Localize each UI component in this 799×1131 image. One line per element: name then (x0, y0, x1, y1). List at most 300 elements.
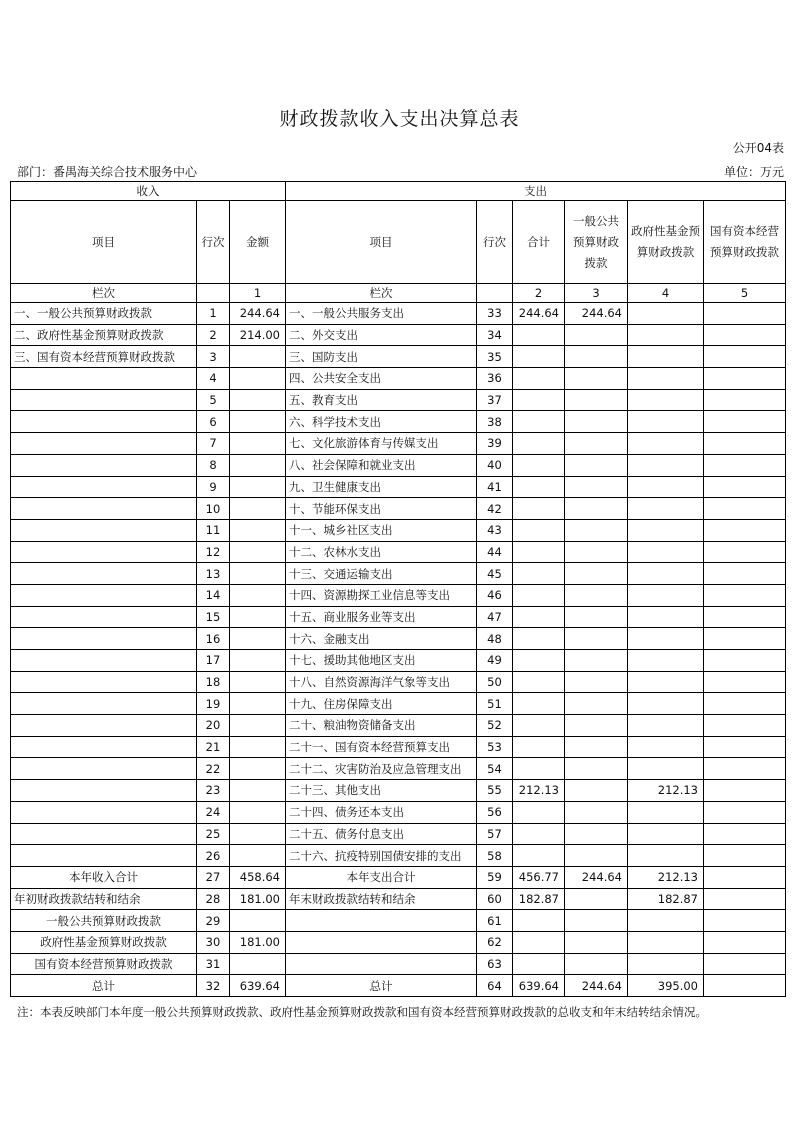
table-row (11, 650, 786, 672)
table-row (11, 476, 786, 498)
expense-item-cell (286, 953, 477, 975)
income-line-cell: 11 (197, 519, 230, 541)
total-cell (513, 736, 565, 758)
state-capital-cell (704, 866, 786, 888)
expense-line-cell: 36 (477, 368, 513, 390)
expense-line-cell: 55 (477, 780, 513, 802)
income-line-header: 行次 (197, 201, 230, 284)
general-budget-cell (565, 346, 628, 368)
income-item-cell (11, 801, 197, 823)
general-budget-cell (565, 628, 628, 650)
general-budget-cell (565, 715, 628, 737)
state-capital-cell (704, 411, 786, 433)
page-title: 财政拨款收入支出决算总表 (279, 108, 520, 130)
expense-line-cell: 52 (477, 715, 513, 737)
state-capital-cell (704, 584, 786, 606)
state-capital-cell (704, 801, 786, 823)
state-capital-cell (704, 758, 786, 780)
income-line-cell: 27 (197, 866, 230, 888)
income-amount-cell (230, 801, 286, 823)
total-cell (513, 519, 565, 541)
income-line-cell: 28 (197, 888, 230, 910)
income-line-cell: 31 (197, 953, 230, 975)
income-amount-cell: 181.00 (230, 931, 286, 953)
income-line-cell: 30 (197, 931, 230, 953)
gov-fund-cell (628, 519, 704, 541)
income-item-cell (11, 823, 197, 845)
table-row (11, 368, 786, 390)
table-row (11, 823, 786, 845)
income-amount-cell (230, 563, 286, 585)
general-budget-cell (565, 476, 628, 498)
income-amount-cell (230, 606, 286, 628)
general-budget-header: 一般公共预算财政拨款 (565, 201, 628, 284)
income-item-cell (11, 584, 197, 606)
gov-fund-cell (628, 628, 704, 650)
income-line-cell: 12 (197, 541, 230, 563)
gov-fund-cell (628, 346, 704, 368)
total-cell (513, 584, 565, 606)
table-row (11, 888, 786, 910)
total-cell (513, 671, 565, 693)
gov-fund-cell (628, 758, 704, 780)
table-row (11, 541, 786, 563)
general-budget-cell (565, 845, 628, 867)
state-capital-cell (704, 975, 786, 997)
state-capital-cell (704, 606, 786, 628)
total-cell (513, 715, 565, 737)
general-budget-cell: 244.64 (565, 866, 628, 888)
income-amount-header: 金额 (230, 201, 286, 284)
income-line-cell: 10 (197, 498, 230, 520)
general-budget-cell (565, 389, 628, 411)
expense-line-cell: 41 (477, 476, 513, 498)
total-cell (513, 498, 565, 520)
column-number-2: 2 (513, 284, 565, 303)
expense-line-cell: 57 (477, 823, 513, 845)
income-item-cell: 三、国有资本经营预算财政拨款 (11, 346, 197, 368)
expense-item-cell: 二十二、灾害防治及应急管理支出 (286, 758, 477, 780)
general-budget-cell (565, 606, 628, 628)
gov-fund-cell: 212.13 (628, 780, 704, 802)
expense-line-cell: 48 (477, 628, 513, 650)
income-line-cell: 32 (197, 975, 230, 997)
total-cell (513, 389, 565, 411)
gov-fund-cell: 182.87 (628, 888, 704, 910)
expense-item-cell: 二十六、抗疫特别国债安排的支出 (286, 845, 477, 867)
expense-item-cell: 六、科学技术支出 (286, 411, 477, 433)
table-row (11, 671, 786, 693)
state-capital-cell (704, 454, 786, 476)
expense-line-cell: 61 (477, 910, 513, 932)
income-line-cell: 9 (197, 476, 230, 498)
income-amount-cell (230, 910, 286, 932)
gov-fund-cell (628, 671, 704, 693)
income-amount-cell: 458.64 (230, 866, 286, 888)
state-capital-cell (704, 368, 786, 390)
column-number-1: 1 (230, 284, 286, 303)
general-budget-cell (565, 411, 628, 433)
expense-item-cell: 十九、住房保障支出 (286, 693, 477, 715)
general-budget-cell (565, 541, 628, 563)
income-line-cell: 18 (197, 671, 230, 693)
income-line-cell: 16 (197, 628, 230, 650)
income-item-cell: 二、政府性基金预算财政拨款 (11, 324, 197, 346)
table-row (11, 563, 786, 585)
table-row (11, 866, 786, 888)
general-budget-cell (565, 910, 628, 932)
total-cell (513, 845, 565, 867)
expense-item-cell: 十七、援助其他地区支出 (286, 650, 477, 672)
expense-line-cell: 38 (477, 411, 513, 433)
total-cell (513, 758, 565, 780)
expense-item-cell: 十六、金融支出 (286, 628, 477, 650)
table-row (11, 584, 786, 606)
expense-line-cell: 49 (477, 650, 513, 672)
expense-line-cell: 62 (477, 931, 513, 953)
table-row (11, 715, 786, 737)
income-line-cell: 7 (197, 433, 230, 455)
expense-line-cell: 51 (477, 693, 513, 715)
table-row (11, 324, 786, 346)
state-capital-cell (704, 650, 786, 672)
income-amount-cell (230, 541, 286, 563)
expense-line-cell: 37 (477, 389, 513, 411)
table-row (11, 411, 786, 433)
income-amount-cell (230, 953, 286, 975)
income-line-cell: 21 (197, 736, 230, 758)
income-line-cell: 3 (197, 346, 230, 368)
table-row (11, 736, 786, 758)
income-amount-cell (230, 823, 286, 845)
table-row (11, 953, 786, 975)
state-capital-cell (704, 541, 786, 563)
appropriation-table (10, 181, 786, 997)
income-amount-cell: 214.00 (230, 324, 286, 346)
total-cell (513, 823, 565, 845)
general-budget-cell (565, 671, 628, 693)
total-cell (513, 454, 565, 476)
gov-fund-cell (628, 953, 704, 975)
income-line-cell: 15 (197, 606, 230, 628)
income-item-cell (11, 650, 197, 672)
column-label-left: 栏次 (11, 284, 197, 303)
table-row (11, 801, 786, 823)
state-capital-cell (704, 823, 786, 845)
department-label: 部门：番禺海关综合技术服务中心 (17, 165, 198, 179)
income-amount-cell (230, 411, 286, 433)
income-amount-cell (230, 346, 286, 368)
state-capital-cell (704, 303, 786, 325)
expense-item-cell: 二十三、其他支出 (286, 780, 477, 802)
total-cell (513, 628, 565, 650)
expense-line-cell: 40 (477, 454, 513, 476)
expense-item-cell: 三、国防支出 (286, 346, 477, 368)
state-capital-cell (704, 736, 786, 758)
gov-fund-cell (628, 715, 704, 737)
expense-line-cell: 35 (477, 346, 513, 368)
total-cell (513, 953, 565, 975)
general-budget-cell (565, 368, 628, 390)
gov-fund-cell (628, 650, 704, 672)
state-capital-cell (704, 845, 786, 867)
income-amount-cell: 181.00 (230, 888, 286, 910)
state-capital-cell (704, 715, 786, 737)
income-item-cell (11, 628, 197, 650)
expense-line-cell: 33 (477, 303, 513, 325)
income-item-cell: 总计 (11, 975, 197, 997)
income-line-cell: 17 (197, 650, 230, 672)
total-cell (513, 368, 565, 390)
header-row-columns (11, 201, 786, 284)
gov-fund-cell (628, 910, 704, 932)
state-capital-header: 国有资本经营预算财政拨款 (704, 201, 786, 284)
general-budget-cell (565, 693, 628, 715)
total-cell (513, 411, 565, 433)
gov-fund-cell (628, 606, 704, 628)
table-row (11, 758, 786, 780)
income-line-cell: 23 (197, 780, 230, 802)
gov-fund-cell (628, 411, 704, 433)
expense-item-cell: 八、社会保障和就业支出 (286, 454, 477, 476)
general-budget-cell (565, 953, 628, 975)
expense-item-cell: 本年支出合计 (286, 866, 477, 888)
general-budget-cell (565, 433, 628, 455)
table-row (11, 519, 786, 541)
state-capital-cell (704, 780, 786, 802)
table-row (11, 628, 786, 650)
expense-item-cell: 十三、交通运输支出 (286, 563, 477, 585)
general-budget-cell (565, 584, 628, 606)
expense-item-header: 项目 (286, 201, 477, 284)
gov-fund-cell (628, 563, 704, 585)
expense-item-cell: 十、节能环保支出 (286, 498, 477, 520)
total-cell (513, 606, 565, 628)
expense-item-cell: 十八、自然资源海洋气象等支出 (286, 671, 477, 693)
expense-item-cell: 年末财政拨款结转和结余 (286, 888, 477, 910)
state-capital-cell (704, 931, 786, 953)
expense-line-cell: 45 (477, 563, 513, 585)
income-item-cell (11, 498, 197, 520)
table-row (11, 845, 786, 867)
income-amount-cell (230, 368, 286, 390)
gov-fund-cell (628, 801, 704, 823)
table-row (11, 931, 786, 953)
expense-item-cell: 二、外交支出 (286, 324, 477, 346)
income-item-header: 项目 (11, 201, 197, 284)
gov-fund-cell: 395.00 (628, 975, 704, 997)
total-cell (513, 650, 565, 672)
expense-line-cell: 47 (477, 606, 513, 628)
table-row (11, 454, 786, 476)
income-item-cell (11, 541, 197, 563)
income-item-cell (11, 476, 197, 498)
gov-fund-cell (628, 454, 704, 476)
gov-fund-cell (628, 303, 704, 325)
income-line-cell: 2 (197, 324, 230, 346)
income-amount-cell (230, 476, 286, 498)
total-cell (513, 563, 565, 585)
column-number-row (11, 284, 786, 303)
income-line-cell: 14 (197, 584, 230, 606)
gov-fund-cell (628, 389, 704, 411)
income-item-cell: 政府性基金预算财政拨款 (11, 931, 197, 953)
expense-item-cell: 十五、商业服务业等支出 (286, 606, 477, 628)
income-item-cell (11, 411, 197, 433)
income-amount-cell (230, 671, 286, 693)
gov-fund-cell (628, 368, 704, 390)
income-item-cell (11, 368, 197, 390)
total-cell (513, 931, 565, 953)
state-capital-cell (704, 346, 786, 368)
expense-line-cell: 42 (477, 498, 513, 520)
income-amount-cell (230, 715, 286, 737)
expense-line-cell: 34 (477, 324, 513, 346)
gov-fund-header: 政府性基金预算财政拨款 (628, 201, 704, 284)
column-number-5: 5 (704, 284, 786, 303)
income-item-cell (11, 758, 197, 780)
table-row (11, 433, 786, 455)
income-amount-cell (230, 454, 286, 476)
state-capital-cell (704, 498, 786, 520)
general-budget-cell (565, 758, 628, 780)
expense-item-cell: 一、一般公共服务支出 (286, 303, 477, 325)
income-amount-cell (230, 845, 286, 867)
income-amount-cell (230, 498, 286, 520)
general-budget-cell (565, 519, 628, 541)
expense-item-cell: 二十五、债务付息支出 (286, 823, 477, 845)
state-capital-cell (704, 628, 786, 650)
column-number-4: 4 (628, 284, 704, 303)
general-budget-cell (565, 888, 628, 910)
expense-line-cell: 60 (477, 888, 513, 910)
income-line-cell: 6 (197, 411, 230, 433)
income-line-cell: 22 (197, 758, 230, 780)
gov-fund-cell (628, 476, 704, 498)
total-cell (513, 910, 565, 932)
expense-item-cell: 总计 (286, 975, 477, 997)
income-line-cell: 4 (197, 368, 230, 390)
general-budget-cell (565, 324, 628, 346)
expense-item-cell: 十一、城乡社区支出 (286, 519, 477, 541)
income-item-cell (11, 715, 197, 737)
expense-line-cell: 54 (477, 758, 513, 780)
income-amount-cell (230, 519, 286, 541)
expense-header: 支出 (286, 182, 786, 201)
income-amount-cell (230, 650, 286, 672)
income-amount-cell: 244.64 (230, 303, 286, 325)
expense-line-cell: 50 (477, 671, 513, 693)
general-budget-cell (565, 736, 628, 758)
state-capital-cell (704, 693, 786, 715)
income-item-cell (11, 519, 197, 541)
total-cell: 456.77 (513, 866, 565, 888)
state-capital-cell (704, 433, 786, 455)
expense-line-cell: 44 (477, 541, 513, 563)
general-budget-cell (565, 801, 628, 823)
total-cell: 639.64 (513, 975, 565, 997)
income-amount-cell (230, 780, 286, 802)
column-number-blank (197, 284, 230, 303)
income-amount-cell (230, 758, 286, 780)
gov-fund-cell (628, 845, 704, 867)
state-capital-cell (704, 476, 786, 498)
header-row-group (11, 182, 786, 201)
table-row (11, 780, 786, 802)
income-item-cell (11, 606, 197, 628)
table-row (11, 498, 786, 520)
column-number-blank (477, 284, 513, 303)
table-row (11, 303, 786, 325)
expense-line-cell: 63 (477, 953, 513, 975)
gov-fund-cell (628, 931, 704, 953)
table-row (11, 910, 786, 932)
gov-fund-cell (628, 584, 704, 606)
state-capital-cell (704, 389, 786, 411)
unit-label: 单位：万元 (723, 165, 784, 179)
total-cell: 182.87 (513, 888, 565, 910)
income-line-cell: 20 (197, 715, 230, 737)
income-item-cell (11, 845, 197, 867)
income-header: 收入 (11, 182, 286, 201)
table-row (11, 975, 786, 997)
state-capital-cell (704, 671, 786, 693)
state-capital-cell (704, 888, 786, 910)
total-cell (513, 433, 565, 455)
total-cell (513, 541, 565, 563)
general-budget-cell (565, 823, 628, 845)
general-budget-cell (565, 454, 628, 476)
income-line-cell: 13 (197, 563, 230, 585)
total-header: 合计 (513, 201, 565, 284)
income-item-cell (11, 563, 197, 585)
general-budget-cell (565, 780, 628, 802)
income-line-cell: 24 (197, 801, 230, 823)
expense-line-cell: 53 (477, 736, 513, 758)
income-amount-cell (230, 736, 286, 758)
income-line-cell: 25 (197, 823, 230, 845)
income-amount-cell (230, 693, 286, 715)
income-amount-cell (230, 628, 286, 650)
general-budget-cell (565, 498, 628, 520)
income-line-cell: 29 (197, 910, 230, 932)
income-item-cell: 一、一般公共预算财政拨款 (11, 303, 197, 325)
income-line-cell: 19 (197, 693, 230, 715)
expense-item-cell: 十二、农林水支出 (286, 541, 477, 563)
column-number-3: 3 (565, 284, 628, 303)
table-row (11, 389, 786, 411)
state-capital-cell (704, 910, 786, 932)
expense-item-cell: 四、公共安全支出 (286, 368, 477, 390)
total-cell (513, 346, 565, 368)
total-cell: 212.13 (513, 780, 565, 802)
expense-item-cell: 二十一、国有资本经营预算支出 (286, 736, 477, 758)
income-item-cell (11, 736, 197, 758)
general-budget-cell (565, 563, 628, 585)
gov-fund-cell (628, 693, 704, 715)
income-item-cell (11, 693, 197, 715)
general-budget-cell: 244.64 (565, 975, 628, 997)
gov-fund-cell: 212.13 (628, 866, 704, 888)
column-label-right: 栏次 (286, 284, 477, 303)
income-amount-cell (230, 433, 286, 455)
income-line-cell: 5 (197, 389, 230, 411)
income-item-cell: 一般公共预算财政拨款 (11, 910, 197, 932)
table-row (11, 606, 786, 628)
expense-item-cell: 五、教育支出 (286, 389, 477, 411)
expense-item-cell (286, 910, 477, 932)
state-capital-cell (704, 563, 786, 585)
